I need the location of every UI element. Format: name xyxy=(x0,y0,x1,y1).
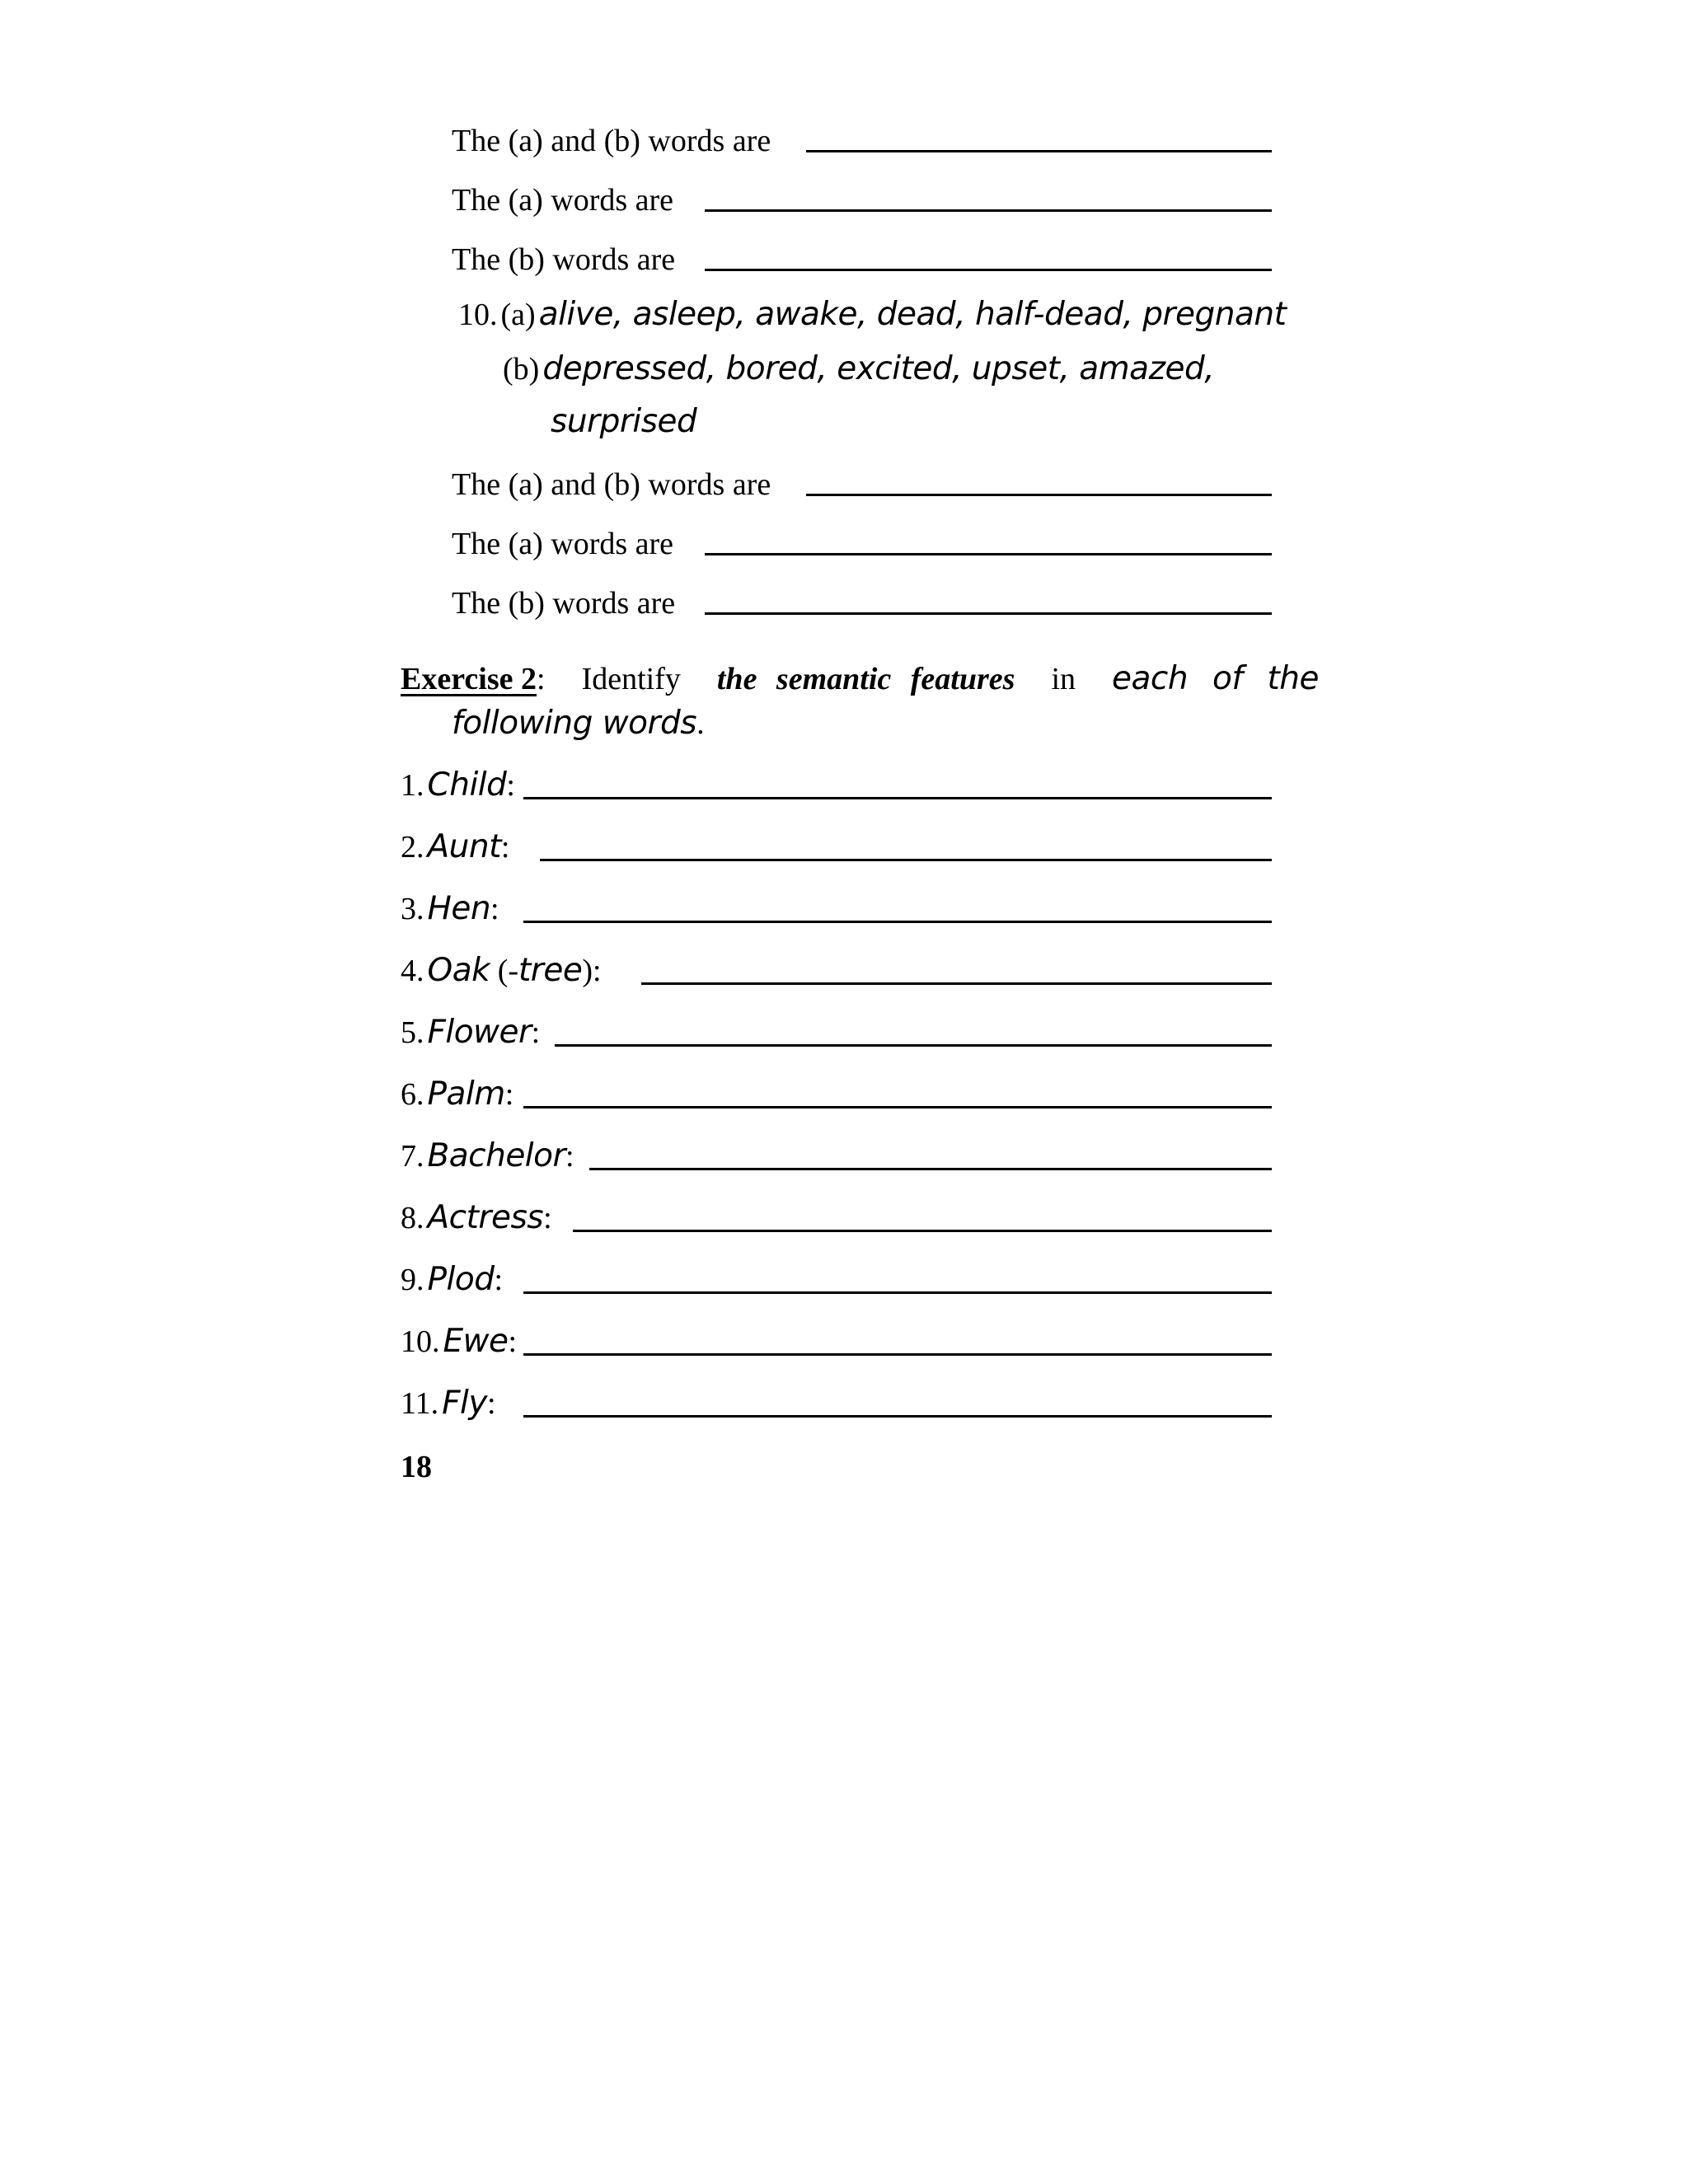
answer-line[interactable] xyxy=(523,1353,1272,1356)
answer-line[interactable] xyxy=(555,1044,1272,1047)
item-word: Hen xyxy=(427,890,491,927)
item-colon: : xyxy=(490,892,499,926)
answer-line[interactable] xyxy=(705,209,1272,212)
exercise-2-instruction-continued xyxy=(452,705,705,742)
item-number: 10. xyxy=(401,1324,440,1359)
item-number: 2. xyxy=(401,830,424,865)
answer-line[interactable] xyxy=(540,859,1272,861)
word-item xyxy=(401,1323,518,1360)
instruction-verb: Identify xyxy=(581,662,681,696)
item-number: 9. xyxy=(401,1263,424,1297)
item-colon: : xyxy=(543,1201,552,1235)
item-colon: : xyxy=(506,768,515,803)
word-item xyxy=(401,1076,514,1113)
answer-line[interactable] xyxy=(705,269,1272,271)
instruction-rest: following words xyxy=(452,705,697,742)
item-a-words: alive, asleep, awake, dead, half-dead, pregnant xyxy=(538,296,1287,333)
item-colon: : xyxy=(500,830,510,865)
prompt-ab-words: The (a) and (b) words are xyxy=(452,467,771,502)
answer-line[interactable] xyxy=(705,612,1272,615)
word-item xyxy=(401,1263,503,1296)
word-item xyxy=(401,766,515,804)
answer-line[interactable] xyxy=(573,1230,1272,1232)
answer-line[interactable] xyxy=(806,494,1272,496)
item-10-a-row xyxy=(458,296,1287,333)
answer-line[interactable] xyxy=(806,150,1272,152)
answer-line[interactable] xyxy=(523,1106,1272,1108)
word-item xyxy=(401,1014,541,1051)
instruction-bold-phrase: the semantic features xyxy=(716,662,1015,696)
item-word: Plod xyxy=(427,1261,495,1298)
answer-line[interactable] xyxy=(523,1291,1272,1294)
item-word: Oak xyxy=(427,952,490,989)
word-item xyxy=(401,890,499,927)
item-colon: : xyxy=(486,1386,496,1421)
item-colon: : xyxy=(504,1077,514,1112)
item-number: 8. xyxy=(401,1201,424,1235)
item-number: 1. xyxy=(401,768,424,803)
word-item xyxy=(401,828,510,865)
item-word: Ewe xyxy=(443,1323,509,1360)
prompt-a-words: The (a) words are xyxy=(452,183,674,218)
item-colon: : xyxy=(508,1324,518,1359)
answer-line[interactable] xyxy=(523,797,1272,799)
exercise-colon: : xyxy=(536,662,546,696)
item-b-words-continued: surprised xyxy=(551,403,697,440)
prompt-a-words: The (a) words are xyxy=(452,527,674,561)
item-number: 3. xyxy=(401,892,424,926)
item-paren-open: (- xyxy=(490,954,518,988)
exercise-heading: Exercise 2 xyxy=(401,662,537,696)
item-number: 4. xyxy=(401,954,424,988)
prompt-b-words: The (b) words are xyxy=(452,242,676,277)
item-word: Bachelor xyxy=(427,1137,566,1174)
prompt-b-words: The (b) words are xyxy=(452,586,676,621)
item-number: 5. xyxy=(401,1015,424,1050)
item-colon: : xyxy=(531,1015,541,1050)
item-word: Flower xyxy=(427,1014,532,1051)
item-colon: : xyxy=(565,1139,574,1174)
item-b-words: depressed, bored, excited, upset, amazed, xyxy=(542,350,1215,387)
answer-line[interactable] xyxy=(705,553,1272,555)
item-colon: ): xyxy=(582,954,602,988)
item-number: 10. xyxy=(458,298,498,332)
item-word: Aunt xyxy=(427,828,501,865)
item-word: Fly xyxy=(442,1385,487,1422)
item-word: Actress xyxy=(427,1199,544,1236)
item-word: Child xyxy=(427,766,507,804)
answer-line[interactable] xyxy=(523,921,1272,923)
item-number: 11. xyxy=(401,1386,439,1421)
item-colon: : xyxy=(494,1263,504,1297)
item-a-label: (a) xyxy=(500,298,536,332)
instruction-period: . xyxy=(696,706,705,741)
answer-line[interactable] xyxy=(641,982,1272,985)
answer-line[interactable] xyxy=(523,1415,1272,1418)
answer-line[interactable] xyxy=(589,1168,1272,1170)
word-item xyxy=(401,954,602,987)
word-item xyxy=(401,1385,496,1422)
page-number: 18 xyxy=(401,1450,432,1484)
prompt-ab-words: The (a) and (b) words are xyxy=(452,124,771,158)
word-item xyxy=(401,1199,552,1236)
instruction-in: in xyxy=(1051,662,1076,696)
item-number: 7. xyxy=(401,1139,424,1174)
item-word: Palm xyxy=(427,1076,505,1113)
item-b-label: (b) xyxy=(503,352,540,387)
instruction-rest: each of the xyxy=(1112,660,1319,697)
exercise-2-instruction xyxy=(401,660,1319,697)
item-paren-word: tree xyxy=(518,952,583,989)
word-item xyxy=(401,1137,574,1174)
item-number: 6. xyxy=(401,1077,424,1112)
item-10-b-row xyxy=(503,350,1215,387)
